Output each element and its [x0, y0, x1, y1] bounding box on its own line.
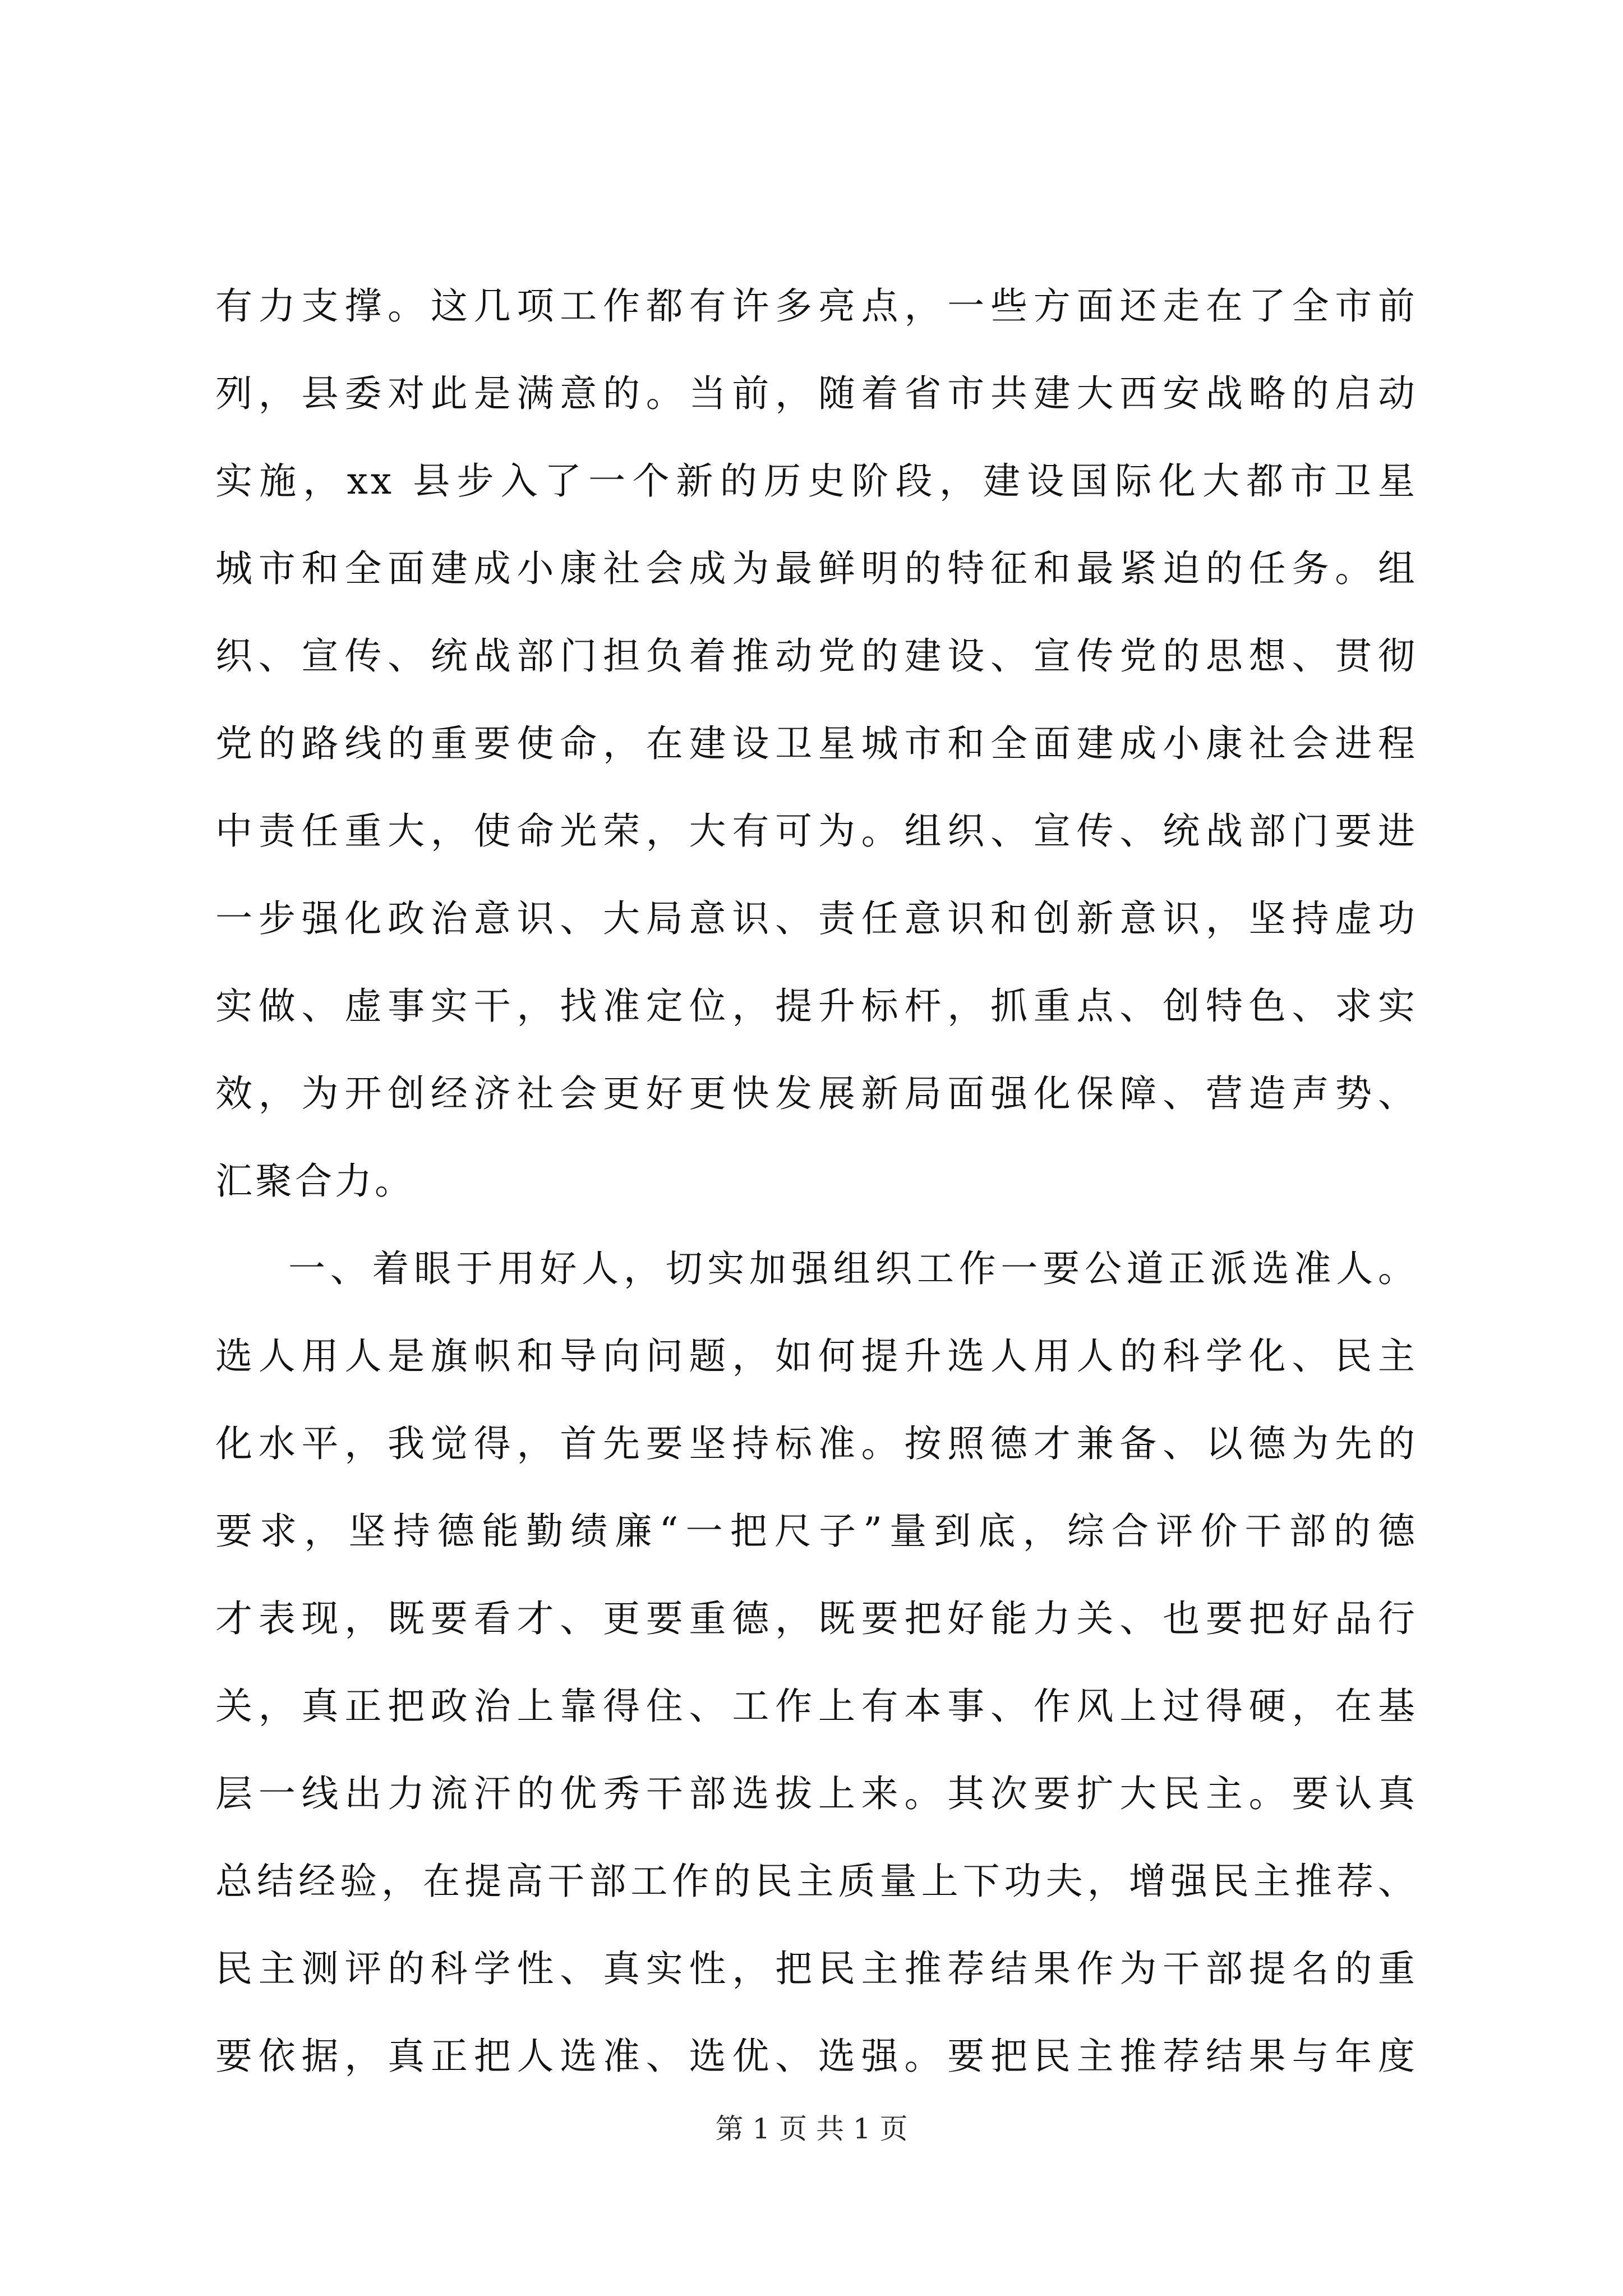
text-line: 化水平，我觉得，首先要坚持标准。按照德才兼备、以德为先的 — [215, 1422, 1418, 1465]
text-line: 中责任重大，使命光荣，大有可为。组织、宣传、统战部门要进 — [215, 809, 1418, 853]
body-text — [215, 263, 1418, 2100]
text-line: 选人用人是旗帜和导向问题，如何提升选人用人的科学化、民主 — [215, 1335, 1418, 1378]
text-line: 要求，坚持德能勤绩廉“一把尺子”量到底，综合评价干部的德 — [215, 1510, 1418, 1553]
page-number: 第 1 页 共 1 页 — [715, 2113, 908, 2145]
text-line: 汇聚合力。 — [215, 1159, 414, 1203]
text-line: 列，县委对此是满意的。当前，随着省市共建大西安战略的启动 — [215, 372, 1418, 415]
text-line: 层一线出力流汗的优秀干部选拔上来。其次要扩大民主。要认真 — [215, 1772, 1418, 1815]
text-line: 有力支撑。这几项工作都有许多亮点，一些方面还走在了全市前 — [215, 284, 1418, 328]
text-line: 城市和全面建成小康社会成为最鲜明的特征和最紧迫的任务。组 — [215, 547, 1418, 590]
text-line: 关，真正把政治上靠得住、工作上有本事、作风上过得硬，在基 — [215, 1685, 1418, 1728]
text-line: 效，为开创经济社会更好更快发展新局面强化保障、营造声势、 — [215, 1072, 1418, 1115]
text-line: 实做、虚事实干，找准定位，提升标杆，抓重点、创特色、求实 — [215, 984, 1418, 1028]
text-line: 党的路线的重要使命，在建设卫星城市和全面建成小康社会进程 — [215, 722, 1418, 765]
text-line: 民主测评的科学性、真实性，把民主推荐结果作为干部提名的重 — [215, 1947, 1418, 1990]
text-line: 一步强化政治意识、大局意识、责任意识和创新意识，坚持虚功 — [215, 897, 1418, 940]
text-line: 才表现，既要看才、更要重德，既要把好能力关、也要把好品行 — [215, 1597, 1418, 1640]
text-line: 总结经验，在提高干部工作的民主质量上下功夫，增强民主推荐、 — [215, 1860, 1418, 1903]
text-line: 要依据，真正把人选准、选优、选强。要把民主推荐结果与年度 — [215, 2035, 1418, 2078]
page-footer — [0, 2109, 1623, 2148]
text-line: 实施，xx 县步入了一个新的历史阶段，建设国际化大都市卫星 — [215, 459, 1418, 503]
section-heading-line: 一、着眼于用好人，切实加强组织工作一要公道正派选准人。 — [288, 1247, 1418, 1290]
text-line: 织、宣传、统战部门担负着推动党的建设、宣传党的思想、贯彻 — [215, 634, 1418, 678]
